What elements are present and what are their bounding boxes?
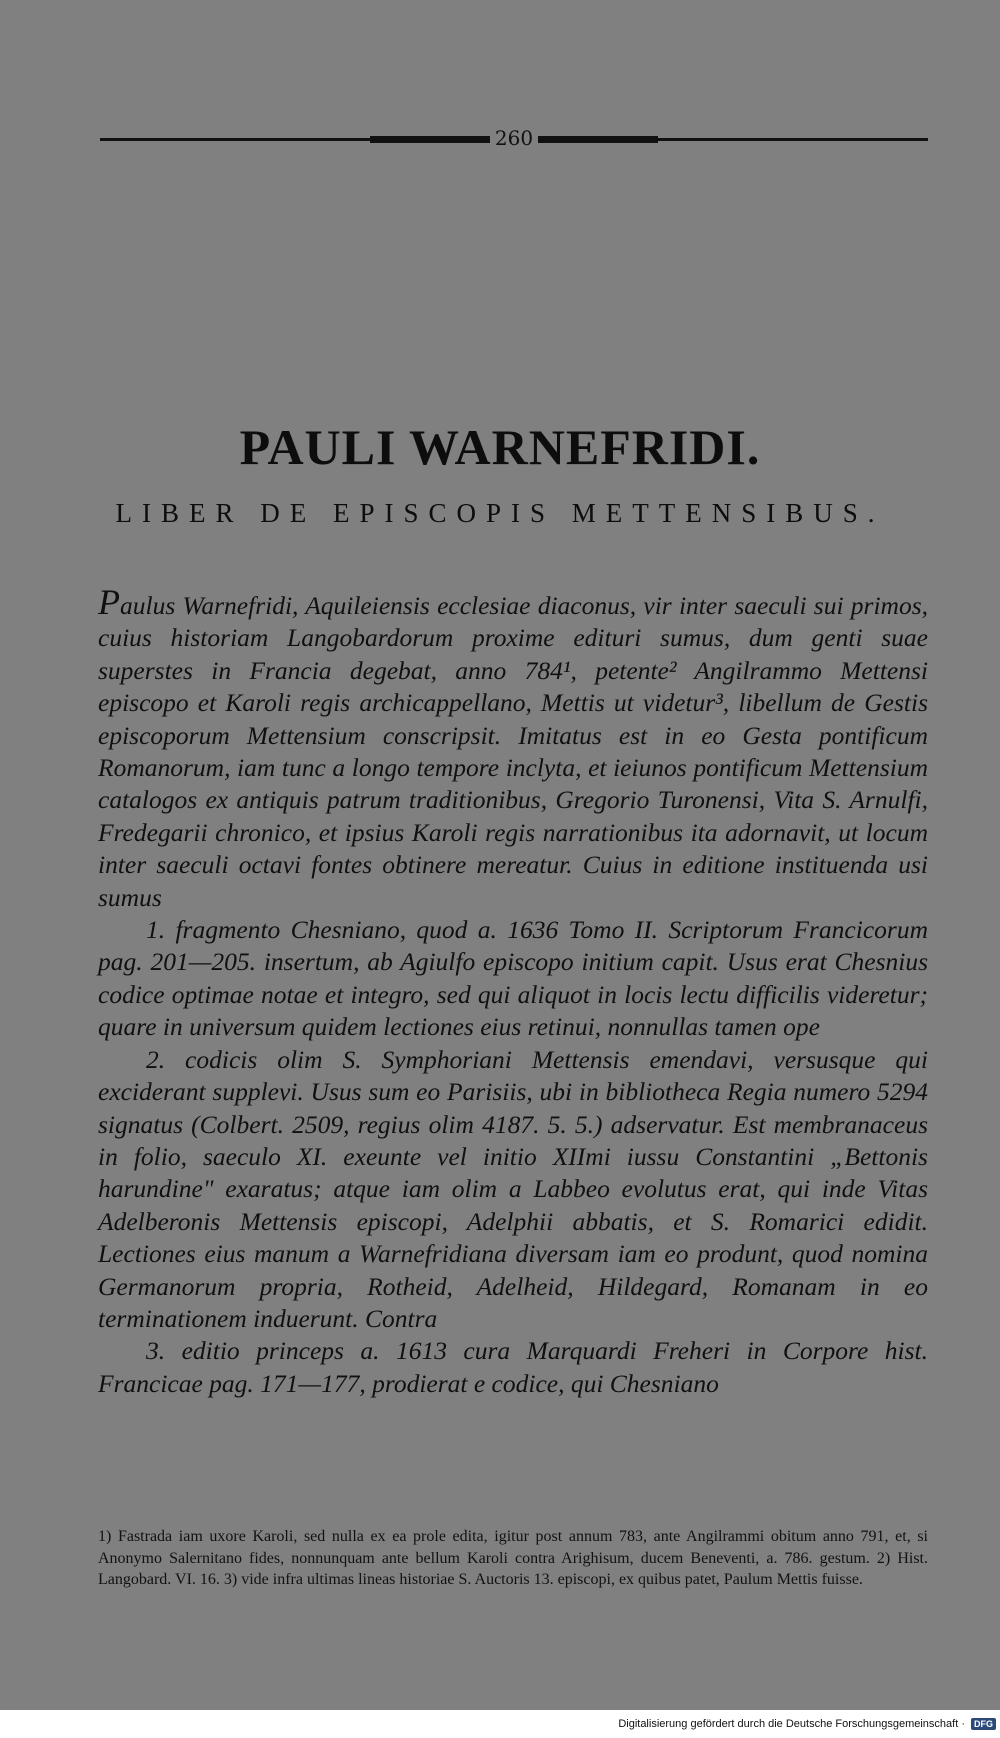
footnotes: 1) Fastrada iam uxore Karoli, sed nulla ex ea prole edita, igitur post annum 783, ante Angilrammi obitum anno 791, et, si Anonymo Salernitano fides, nonnunquam ante bellum Karoli contra Arighisum, ducem Beneventi, a. 786. gestum. 2) Hist. Langobard. VI. 16. 3) vide infra ultimas lineas historiae S. Auctoris 13. episcopi, ex quibus patet, Paulum Mettis fuisse. [98,1528,928,1588]
paragraph-intro [98,582,928,914]
footer-text: Digitalisierung gefördert durch die Deutsche Forschungsgemeinschaft · [618,1718,965,1730]
paragraph-item-3: 3. editio princeps a. 1613 cura Marquardi Freheri in Corpore hist. Francicae pag. 171—177, prodierat e codice, qui Chesniano [98,1336,928,1398]
body-text [98,582,928,1400]
paragraph-item-1: 1. fragmento Chesniano, quod a. 1636 Tomo II. Scriptorum Francicorum pag. 201—205. insertum, ab Agiulfo episcopo initium capit. Usus erat Chesnius codice optimae notae et integro, sed qui aliquot in locis lectu difficilis videretur; quare in universum quidem lectiones eius retinui, nonnullas tamen ope [98,915,928,1042]
page-subtitle: LIBER DE EPISCOPIS METTENSIBUS. [115,498,885,528]
paragraph-item-2: 2. codicis olim S. Symphoriani Mettensis emendavi, versusque qui exciderant supplevi. Usus sum eo Parisiis, ubi in bibliotheca Regia numero 5294 signatus (Colbert. 2509, regius olim 4187. 5. 5.) adservatur. Est membranaceus in folio, saeculo XI. exeunte vel initio XIImi iussu Constantini „Bettonis harundine" exaratus; atque iam olim a Labbeo evolutus erat, qui inde Vitas Adelberonis Mettensis episcopi, Adelphii abbatis, et S. Romarici edidit. Lectiones eius manum a Warnefridiana diversam iam eo produnt, quod nomina Germanorum propria, Rotheid, Adelheid, Hildegard, Romanam in eo terminationem induerunt. Contra [98,1044,928,1333]
paragraph-text: aulus Warnefridi, Aquileiensis ecclesiae diaconus, vir inter saeculi sui primos, cuius historiam Langobardorum proxime edituri sumus, dum genti suae superstes in Francia degebat, anno 784¹, petente² Angilrammo Mettensi episcopo et Karoli regis archicappellano, Mettis ut videtur³, libellum de Gestis episcoporum Mettensium conscripsit. Imitatus est in eo Gesta pontificum Romanorum, iam tunc a longo tempore inclyta, et ieiunos pontificum Mettensium catalogos ex antiquis patrum traditionibus, Gregorio Turonensi, Vita S. Arnulfi, Fredegarii chronico, et ipsius Karoli regis narrationibus ita adornavit, ut locum inter saeculi octavi fontes obtinere mereatur. Cuius in editione instituenda usi sumus [98,591,928,912]
page-number: 260 [494,126,534,150]
header-rule-right [538,138,928,141]
dfg-logo-icon: DFG [971,1718,996,1730]
digitization-footer [0,1718,1000,1730]
drop-cap: P [98,582,120,622]
page-title: PAULI WARNEFRIDI. [239,419,761,475]
page-header [100,124,928,154]
